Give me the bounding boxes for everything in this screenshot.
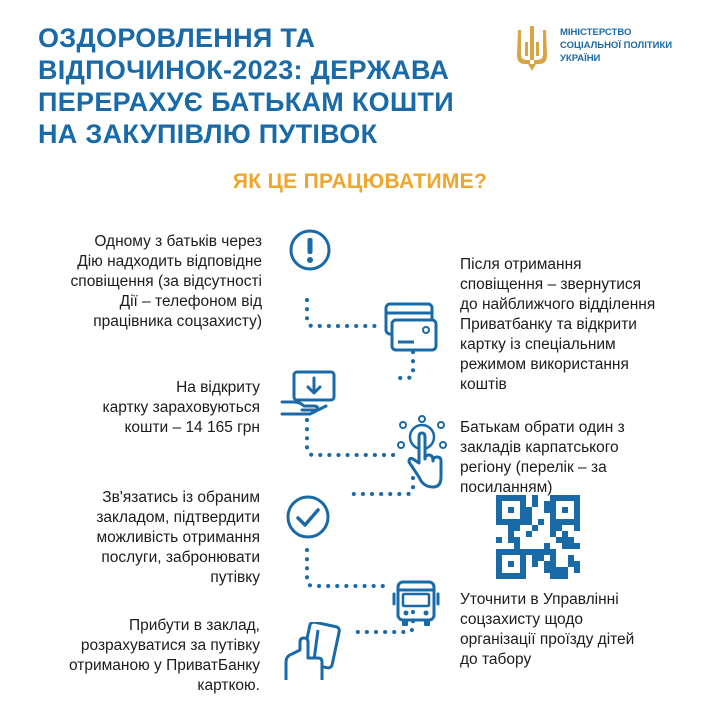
step-2-open-card xyxy=(460,255,655,395)
step-line: картку зараховуються xyxy=(102,399,260,416)
step-line: соцзахисту щодо xyxy=(460,611,583,628)
qr-code-icon[interactable] xyxy=(496,495,582,581)
step-line: Приватбанку та відкрити xyxy=(460,316,637,333)
step-line: працівника соцзахисту) xyxy=(93,313,262,330)
step-line: Одному з батьків через xyxy=(94,233,262,250)
step-line: Прибути в заклад, xyxy=(128,617,260,634)
step-line: сповіщення (за відсутності xyxy=(70,273,262,290)
ministry-line-3: УКРАЇНИ xyxy=(560,53,601,64)
step-line: картку із спеціальним xyxy=(460,336,616,353)
card-payment-icon xyxy=(282,622,342,684)
exclamation-icon xyxy=(288,228,332,272)
step-line: регіону (перелік – за xyxy=(460,459,607,476)
bus-icon xyxy=(392,578,440,628)
step-line: коштів xyxy=(460,376,507,393)
step-line: Зв'язатись із обраним xyxy=(102,489,260,506)
step-5-book xyxy=(96,488,260,588)
step-line: Дію надходить відповідне xyxy=(77,253,262,270)
ministry-line-1: МІНІСТЕРСТВО xyxy=(560,27,632,38)
step-1-notification xyxy=(71,232,262,332)
tap-icon xyxy=(395,415,449,495)
title-line-1: ОЗДОРОВЛЕННЯ ТА xyxy=(38,23,316,53)
step-line: Батькам обрати один з xyxy=(460,419,625,436)
step-line: На відкриту xyxy=(176,379,260,396)
step-line: послуги, забронювати xyxy=(101,549,260,566)
bank-card-icon xyxy=(378,300,440,356)
step-7-pay xyxy=(69,616,260,696)
ministry-line-2: СОЦІАЛЬНОЇ ПОЛІТИКИ xyxy=(560,40,673,51)
step-line: організації проїзду дітей xyxy=(460,631,635,648)
step-line: закладів карпатського xyxy=(460,439,619,456)
step-line: до табору xyxy=(460,651,532,668)
step-line: путівку xyxy=(210,569,260,586)
step-line: можливість отримання xyxy=(96,529,260,546)
step-line: розрахуватися за путівку xyxy=(80,637,260,654)
step-line: до найближчого відділення xyxy=(460,296,656,313)
money-deposit-icon xyxy=(280,368,340,418)
step-line: Уточнити в Управлінні xyxy=(460,591,619,608)
step-line: Дії – телефоном від xyxy=(119,293,262,310)
step-6-transport xyxy=(460,590,634,670)
title-line-4: НА ЗАКУПІВЛЮ ПУТІВОК xyxy=(38,119,378,149)
step-line: закладом, підтвердити xyxy=(96,509,260,526)
step-3-deposit xyxy=(102,378,260,438)
section-subtitle: ЯК ЦЕ ПРАЦЮВАТИМЕ? xyxy=(232,170,488,193)
title-line-3: ПЕРЕРАХУЄ БАТЬКАМ КОШТИ xyxy=(38,87,454,117)
step-line: кошти – 14 165 грн xyxy=(124,419,260,436)
step-line: карткою. xyxy=(197,677,260,694)
step-line: отриманою у ПриватБанку xyxy=(68,657,260,674)
step-line: Після отримання xyxy=(460,256,582,273)
step-line: посиланням) xyxy=(460,479,553,496)
step-line: сповіщення – звернутися xyxy=(460,276,642,293)
title-line-2: ВІДПОЧИНОК-2023: ДЕРЖАВА xyxy=(38,55,450,85)
checkmark-icon xyxy=(285,494,331,540)
step-4-choose-facility xyxy=(460,418,625,498)
step-line: режимом використання xyxy=(460,356,629,373)
